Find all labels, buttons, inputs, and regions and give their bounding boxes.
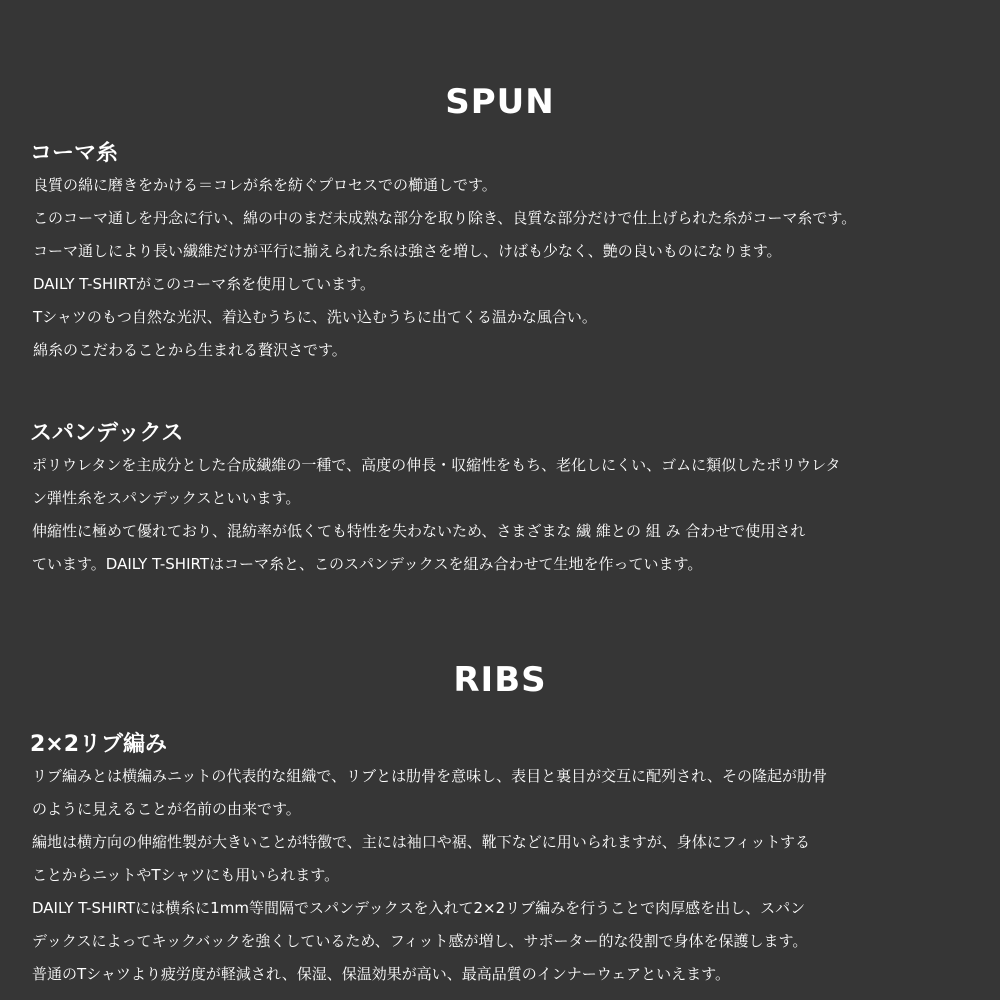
koma-line-4: DAILY T-SHIRTがこのコーマ糸を使用しています。 <box>33 275 375 293</box>
rib-line-6: デックスによってキックバックを強くしているため、フィット感が増し、サポーター的な役割で身体を保護します。 <box>32 932 808 950</box>
rib-heading: 2×2リブ編み <box>30 732 168 757</box>
spandex-section <box>30 419 980 581</box>
koma-heading: コーマ糸 <box>30 141 119 166</box>
rib-line-7: 普通のTシャツより疲労度が軽減され、保湿、保温効果が高い、最高品質のインナーウェアといえます。 <box>32 965 730 983</box>
koma-line-2: このコーマ通しを丹念に行い、綿の中のまだ未成熟な部分を取り除き、良質な部分だけで仕上げられた糸がコーマ糸です。 <box>33 209 857 227</box>
koma-line-6: 綿糸のこだわることから生まれる贅沢さです。 <box>33 341 347 359</box>
rib-line-3: 編地は横方向の伸縮性製が大きいことが特徴で、主には袖口や裾、靴下などに用いられますが、身体にフィットする <box>32 833 811 851</box>
koma-section <box>30 139 980 367</box>
rib-line-4: ことからニットやTシャツにも用いられます。 <box>32 866 340 884</box>
koma-line-5: Tシャツのもつ自然な光沢、着込むうちに、洗い込むうちに出てくる温かな風合い。 <box>33 308 597 326</box>
section-title-spun: SPUN <box>445 82 555 122</box>
koma-line-3: コーマ通しにより長い繊維だけが平行に揃えられた糸は強さを増し、けばも少なく、艶の良いものになります。 <box>33 242 782 260</box>
rib-line-5: DAILY T-SHIRTには横糸に1mm等間隔でスパンデックスを入れて2×2リブ編みを行うことで肉厚感を出し、スパン <box>32 899 806 917</box>
spandex-line-2: ン弾性糸をスパンデックスといいます。 <box>32 489 301 507</box>
spandex-line-4: ています。DAILY T-SHIRTはコーマ糸と、このスパンデックスを組み合わせて生地を作っています。 <box>32 555 703 573</box>
koma-line-1: 良質の綿に磨きをかける＝コレが糸を紡ぐプロセスでの櫛通しです。 <box>33 176 497 194</box>
rib-line-1: リブ編みとは横編みニットの代表的な組織で、リブとは肋骨を意味し、表目と裏目が交互に配列され、その隆起が肋骨 <box>32 767 828 785</box>
rib-line-2: のように見えることが名前の由来です。 <box>32 800 301 818</box>
spandex-line-3: 伸縮性に極めて優れており、混紡率が低くても特性を失わないため、さまざまな 繊 維との 組 み 合わせで使用され <box>32 522 806 540</box>
rib-section <box>30 730 980 991</box>
section-title-ribs: RIBS <box>453 660 547 700</box>
spandex-line-1: ポリウレタンを主成分とした合成繊維の一種で、高度の伸長・収縮性をもち、老化しにくい、ゴムに類似したポリウレタ <box>32 456 841 474</box>
spandex-heading: スパンデックス <box>30 421 184 446</box>
